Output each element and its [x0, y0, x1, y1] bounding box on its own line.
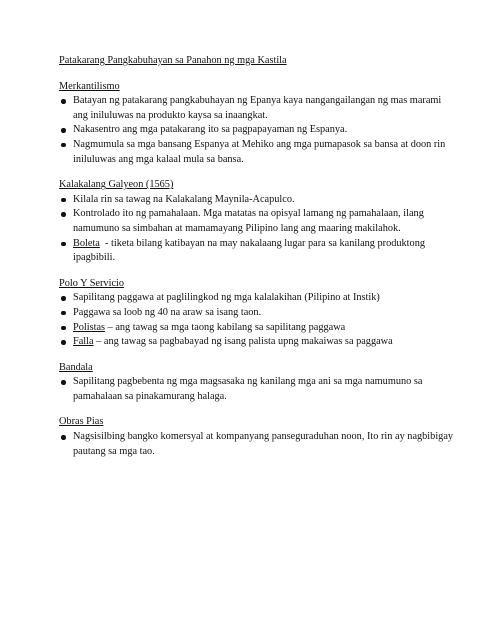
term-definition: – ang tawag sa mga taong kabilang sa sapilitang paggawa: [105, 321, 346, 333]
bullet-list: [59, 375, 455, 404]
list-item: [59, 321, 455, 336]
bullet-list: [59, 94, 455, 167]
list-item-text: Paggawa sa loob ng 40 na araw sa isang taon.: [73, 306, 262, 318]
bullet-icon: [61, 326, 66, 331]
list-item: [59, 291, 455, 306]
list-item-text: Kilala rin sa tawag na Kalakalang Maynila-Acapulco.: [73, 193, 295, 205]
list-item: [59, 138, 455, 167]
term-definition: - tiketa bilang katibayan na may nakalaang lugar para sa kanilang produktong ipagbibili.: [73, 237, 428, 264]
section-merkantilismo: [59, 80, 455, 168]
list-item: [59, 306, 455, 321]
bullet-icon: [61, 143, 66, 148]
list-item-text: Kontrolado ito ng pamahalaan. Mga matatas na opisyal lamang ng pamahalaan, ilang namumuno sa simbahan at mamamayang Pilipino lang ang maaring makilahok.: [73, 208, 424, 234]
list-item: [59, 375, 455, 404]
bullet-list: [59, 430, 455, 459]
list-item: [59, 237, 455, 266]
bullet-list: [59, 291, 455, 349]
term-polistas: Polistas: [73, 321, 106, 333]
section-bandala: [59, 361, 455, 405]
section-heading: Obras Pias: [59, 416, 104, 428]
section-heading: Bandala: [59, 361, 93, 373]
bullet-icon: [61, 340, 66, 345]
section-obras-pias: [59, 415, 455, 459]
bullet-icon: [61, 128, 66, 133]
bullet-icon: [61, 435, 66, 440]
section-heading: Merkantilismo: [59, 80, 120, 92]
bullet-icon: [61, 212, 66, 217]
section-heading: Polo Y Servicio: [59, 277, 125, 289]
list-item: [59, 123, 455, 138]
bullet-icon: [61, 311, 66, 316]
term-falla: Falla: [73, 336, 94, 348]
list-item-text: Nakasentro ang mga patakarang ito sa pagpapayaman ng Espanya.: [73, 124, 348, 136]
bullet-icon: [61, 296, 66, 301]
list-item-text: Batayan ng patakarang pangkabuhayan ng Epanya kaya nangangailangan ng mas marami ang iniluluwas na produkto kaysa sa inaangkat.: [73, 95, 442, 121]
bullet-list: [59, 193, 455, 266]
list-item: [59, 207, 455, 236]
section-kalakalang-galyeon: [59, 178, 455, 266]
bullet-icon: [61, 380, 66, 385]
section-heading: Kalakalang Galyeon (1565): [59, 179, 174, 191]
list-item: [59, 335, 455, 350]
bullet-icon: [61, 99, 66, 104]
term-boleta: Boleta: [73, 237, 100, 249]
list-item-text: Nagsisilbing bangko komersyal at kompanyang panseguraduhan noon, Ito rin ay nagbibigay pautang sa mga tao.: [73, 431, 454, 457]
term-definition: – ang tawag sa pagbabayad ng isang palista upng makaiwas sa paggawa: [93, 336, 393, 348]
bullet-icon: [61, 198, 66, 203]
list-item-text: Sapilitang paggawa at paglilingkod ng mga kalalakihan (Pilipino at Instik): [73, 292, 380, 304]
list-item: [59, 193, 455, 208]
list-item-text: Nagmumula sa mga bansang Espanya at Mehiko ang mga pumapasok sa bansa at doon rin iniluluwas ang mga kalaal mula sa bansa.: [73, 138, 446, 165]
list-item: [59, 430, 455, 459]
list-item: [59, 94, 455, 123]
bullet-icon: [61, 242, 66, 247]
document-title: Patakarang Pangkabuhayan sa Panahon ng mga Kastila: [59, 55, 287, 66]
list-item-text: Sapilitang pagbebenta ng mga magsasaka ng kanilang mga ani sa mga namumuno sa pamahalaan sa pinakamurang halaga.: [73, 376, 423, 402]
section-polo-y-servicio: [59, 277, 455, 350]
